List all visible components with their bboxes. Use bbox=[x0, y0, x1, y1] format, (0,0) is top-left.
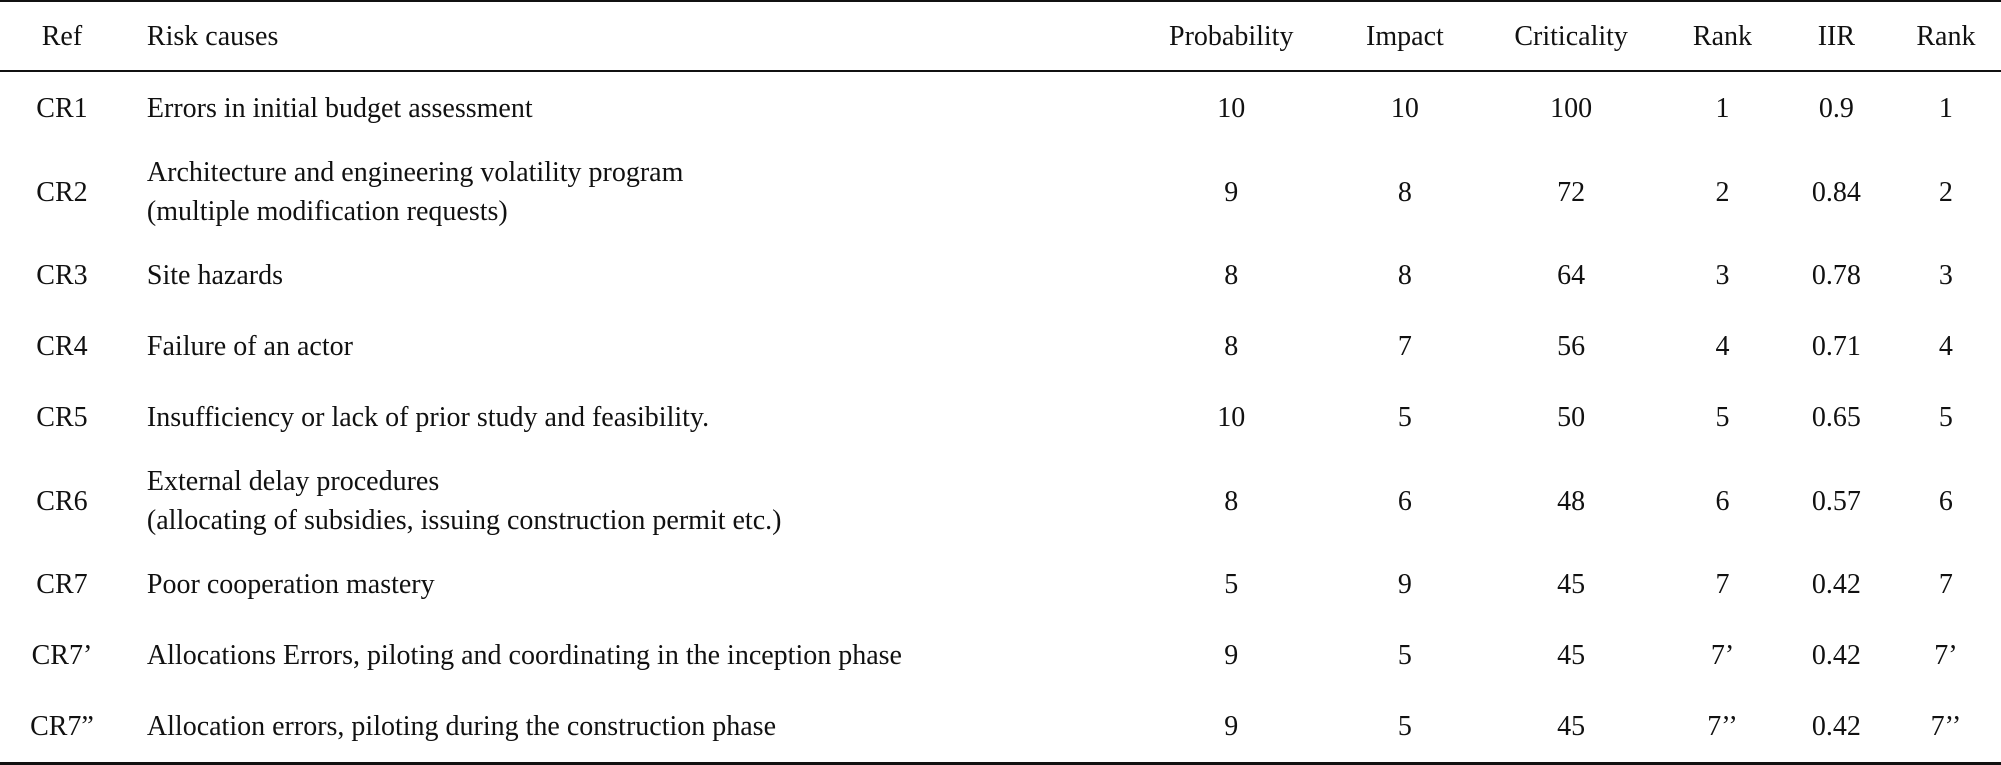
table-row bbox=[0, 382, 2001, 453]
table-row bbox=[0, 691, 2001, 764]
cell-impact: 8 bbox=[1397, 176, 1412, 208]
risk-cause-text: Errors in initial budget assessment bbox=[146, 92, 533, 124]
cell-criticality: 48 bbox=[1557, 485, 1586, 517]
column-header-rank-iir: Rank bbox=[1916, 20, 1976, 52]
cell-ref: CR3 bbox=[36, 260, 88, 291]
cell-rank-iir: 7’’ bbox=[1930, 711, 1962, 742]
cell-impact: 7 bbox=[1397, 331, 1412, 362]
cell-probability: 8 bbox=[1224, 485, 1239, 517]
cell-impact: 5 bbox=[1397, 711, 1412, 742]
column-header-probability: Probability bbox=[1169, 20, 1294, 52]
cell-impact: 9 bbox=[1397, 569, 1412, 600]
cell-impact: 5 bbox=[1397, 402, 1412, 433]
cell-risk-cause bbox=[124, 240, 1132, 311]
cell-ref: CR7” bbox=[30, 711, 94, 742]
risk-cause-text: Site hazards bbox=[146, 260, 283, 291]
cell-rank: 2 bbox=[1715, 176, 1730, 208]
cell-rank-iir: 1 bbox=[1938, 92, 1953, 124]
cell-iir: 0.84 bbox=[1811, 176, 1861, 208]
risk-cause-detail: (multiple modification requests) bbox=[146, 196, 508, 227]
column-header-risk-causes: Risk causes bbox=[146, 20, 279, 52]
cell-risk-cause bbox=[124, 382, 1132, 453]
cell-criticality: 50 bbox=[1557, 402, 1586, 433]
cell-ref: CR6 bbox=[36, 485, 88, 517]
cell-risk-cause bbox=[124, 144, 1132, 240]
cell-impact: 5 bbox=[1397, 640, 1412, 671]
header-row bbox=[0, 1, 2001, 71]
cell-rank: 1 bbox=[1715, 92, 1730, 124]
cell-risk-cause bbox=[124, 549, 1132, 620]
cell-probability: 8 bbox=[1224, 331, 1239, 362]
column-header-iir: IIR bbox=[1817, 20, 1856, 52]
cell-criticality: 64 bbox=[1557, 260, 1586, 291]
risk-cause-text: External delay procedures bbox=[146, 466, 440, 497]
cell-impact: 6 bbox=[1397, 485, 1412, 517]
cell-risk-cause bbox=[124, 691, 1132, 764]
cell-iir: 0.42 bbox=[1811, 711, 1861, 742]
cell-impact: 8 bbox=[1397, 260, 1412, 291]
cell-criticality: 72 bbox=[1557, 176, 1586, 208]
cell-ref: CR4 bbox=[36, 331, 88, 362]
cell-risk-cause bbox=[124, 71, 1132, 144]
cell-iir: 0.42 bbox=[1811, 569, 1861, 600]
cell-ref: CR1 bbox=[36, 92, 88, 124]
column-header-criticality: Criticality bbox=[1514, 20, 1628, 52]
cell-criticality: 45 bbox=[1557, 569, 1586, 600]
cell-ref: CR7 bbox=[36, 569, 88, 600]
risk-cause-text: Poor cooperation mastery bbox=[146, 569, 435, 600]
cell-probability: 9 bbox=[1224, 640, 1239, 671]
table-body bbox=[0, 71, 2001, 764]
cell-iir: 0.9 bbox=[1818, 92, 1854, 124]
cell-rank: 3 bbox=[1715, 260, 1730, 291]
table-header bbox=[0, 1, 2001, 71]
table-row bbox=[0, 620, 2001, 691]
risk-cause-text: Architecture and engineering volatility program bbox=[146, 157, 684, 188]
cell-rank-iir: 7 bbox=[1938, 569, 1953, 600]
cell-rank-iir: 6 bbox=[1938, 485, 1953, 517]
risk-cause-detail: (allocating of subsidies, issuing construction permit etc.) bbox=[146, 505, 782, 536]
cell-probability: 9 bbox=[1224, 711, 1239, 742]
table-row bbox=[0, 311, 2001, 382]
risk-cause-text: Allocations Errors, piloting and coordinating in the inception phase bbox=[146, 640, 902, 671]
cell-iir: 0.57 bbox=[1811, 485, 1861, 517]
cell-rank: 6 bbox=[1715, 485, 1730, 517]
cell-rank: 7’’ bbox=[1707, 711, 1738, 742]
cell-risk-cause bbox=[124, 620, 1132, 691]
cell-iir: 0.42 bbox=[1811, 640, 1861, 671]
table-row bbox=[0, 549, 2001, 620]
cell-probability: 10 bbox=[1217, 402, 1246, 433]
column-header-impact: Impact bbox=[1366, 20, 1444, 52]
cell-ref: CR7’ bbox=[31, 640, 93, 671]
table-row bbox=[0, 453, 2001, 549]
cell-rank: 5 bbox=[1715, 402, 1730, 433]
risk-cause-text: Insufficiency or lack of prior study and feasibility. bbox=[146, 402, 710, 433]
cell-probability: 10 bbox=[1217, 92, 1246, 124]
cell-risk-cause bbox=[124, 311, 1132, 382]
cell-iir: 0.71 bbox=[1811, 331, 1861, 362]
cell-ref: CR5 bbox=[36, 402, 88, 433]
cell-criticality: 45 bbox=[1557, 640, 1586, 671]
cell-rank-iir: 5 bbox=[1938, 402, 1953, 433]
cell-iir: 0.65 bbox=[1811, 402, 1861, 433]
cell-impact: 10 bbox=[1390, 92, 1419, 124]
cell-rank-iir: 3 bbox=[1938, 260, 1953, 291]
table-row bbox=[0, 240, 2001, 311]
column-header-rank: Rank bbox=[1692, 20, 1753, 52]
cell-rank: 4 bbox=[1715, 331, 1730, 362]
cell-criticality: 56 bbox=[1557, 331, 1586, 362]
cell-rank-iir: 4 bbox=[1938, 331, 1953, 362]
cell-rank: 7 bbox=[1715, 569, 1730, 600]
cell-risk-cause bbox=[124, 453, 1132, 549]
table-row bbox=[0, 144, 2001, 240]
cell-criticality: 45 bbox=[1557, 711, 1586, 742]
column-header-ref: Ref bbox=[41, 20, 83, 52]
cell-probability: 5 bbox=[1224, 569, 1239, 600]
cell-criticality: 100 bbox=[1550, 92, 1593, 124]
cell-iir: 0.78 bbox=[1811, 260, 1861, 291]
table-row bbox=[0, 71, 2001, 144]
cell-rank-iir: 7’ bbox=[1934, 640, 1958, 671]
cell-ref: CR2 bbox=[36, 176, 88, 208]
cell-probability: 8 bbox=[1224, 260, 1239, 291]
cell-rank-iir: 2 bbox=[1938, 176, 1953, 208]
risk-cause-text: Allocation errors, piloting during the construction phase bbox=[146, 711, 777, 742]
cell-probability: 9 bbox=[1224, 176, 1239, 208]
risk-cause-text: Failure of an actor bbox=[146, 331, 353, 362]
cell-rank: 7’ bbox=[1710, 640, 1735, 671]
